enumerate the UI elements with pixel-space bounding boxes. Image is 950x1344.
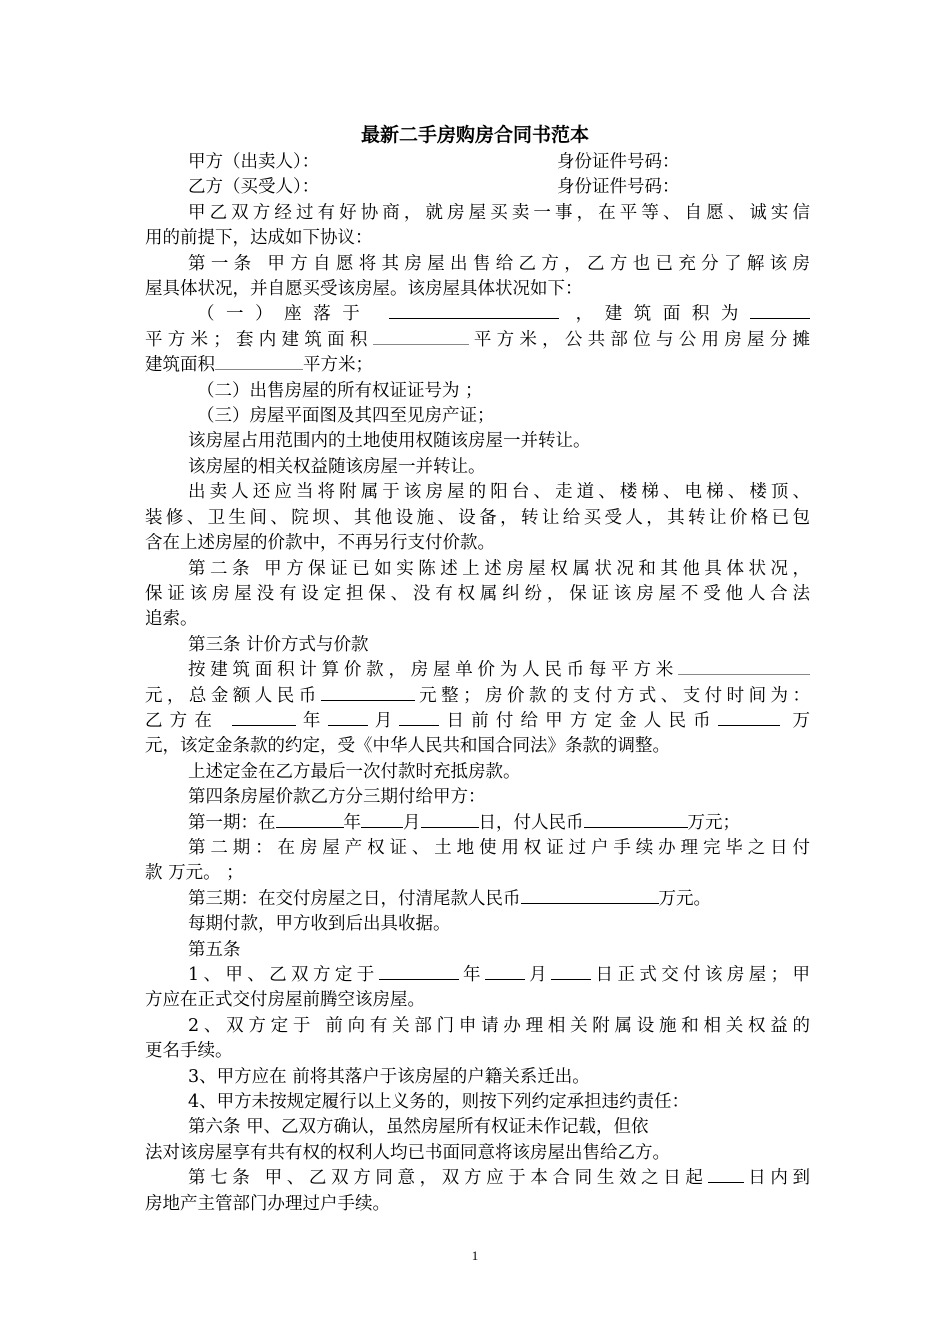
article-1-item-1-line: 建筑面积 平方米；	[145, 355, 373, 376]
attachment-line: 装修、卫生间、院坝、其他设施、设备，转让给买受人，其转让价格已包	[145, 507, 810, 528]
article-1-item-1-line: （一）座落于 ，建筑面积为	[145, 302, 810, 327]
phase-3-line: 第三期：在交付房屋之日，付清尾款人民币 万元。	[188, 888, 711, 909]
price-line: 元，总金额人民币 元整；房价款的支付方式、支付时间为：	[145, 685, 811, 706]
page-number: 1	[471, 1248, 479, 1263]
party-a-label: 甲方（出卖人）：	[188, 152, 320, 172]
article-5-item-2-line: 2、双方定于 前向有关部门申请办理相关附属设施和相关权益的	[188, 1015, 810, 1036]
total-price-blank	[321, 684, 415, 701]
phase-2-line: 款 万元。 ；	[145, 863, 244, 884]
deposit-month-blank	[328, 709, 368, 726]
article-5-item-2-line: 更名手续。	[145, 1041, 233, 1062]
unit-price-blank	[678, 658, 810, 675]
inner-area-blank	[373, 328, 469, 345]
article-7-line: 第七条 甲、乙双方同意，双方应于本合同生效之日起 日内到	[188, 1168, 810, 1189]
article-7-line: 房地产主管部门办理过户手续。	[145, 1193, 390, 1214]
article-1-item-2: （二）出售房屋的所有权证证号为 ；	[197, 380, 483, 401]
location-blank	[389, 302, 559, 319]
deposit-day-blank	[399, 709, 439, 726]
article-5-item-3: 3、甲方应在 前将其落户于该房屋的户籍关系迁出。	[188, 1066, 590, 1087]
land-clause: 该房屋占用范围内的土地使用权随该房屋一并转让。	[188, 431, 591, 452]
article-4-heading: 第四条房屋价款乙方分三期付给甲方：	[188, 787, 486, 808]
handover-year-blank	[379, 963, 459, 980]
intro-line: 用的前提下，达成如下协议：	[145, 228, 373, 249]
article-1-line: 屋具体状况，并自愿买受该房屋。该房屋具体状况如下：	[145, 279, 583, 300]
attachment-line: 含在上述房屋的价款中，不再另行支付价款。	[145, 533, 495, 554]
party-b-id-label: 身份证件号码：	[557, 177, 680, 198]
article-5-item-4: 4、甲方未按规定履行以上义务的，则按下列约定承担违约责任：	[188, 1092, 690, 1113]
price-line: 乙方在 年 月 日前付给甲方定金人民币 万	[145, 710, 811, 731]
deposit-clause: 上述定金在乙方最后一次付款时充抵房款。	[188, 761, 521, 782]
phase-1-year-blank	[276, 811, 344, 828]
intro-line: 甲乙双方经过有好协商，就房屋买卖一事，在平等、自愿、诚实信	[188, 202, 810, 223]
contract-title: 最新二手房购房合同书范本	[360, 124, 589, 146]
phase-1-month-blank	[361, 811, 403, 828]
article-3-heading: 第三条 计价方式与价款	[188, 634, 369, 655]
article-6-line: 法对该房屋享有共有权的权利人均已书面同意将该房屋出售给乙方。	[145, 1142, 670, 1163]
phase-1-amount-blank	[584, 811, 688, 828]
price-line: 按建筑面积计算价款，房屋单价为人民币每平方米	[145, 658, 810, 683]
article-1-item-1-line: 平方米；套内建筑面积 平方米，公共部位与公用房屋分摊	[145, 329, 811, 350]
contract-body	[145, 150, 810, 1217]
article-1-item-3: （三）房屋平面图及其四至见房产证；	[197, 406, 495, 427]
article-1-line: 第一条 甲方自愿将其房屋出售给乙方，乙方也已充分了解该房	[188, 253, 810, 274]
deposit-amount-blank	[718, 709, 780, 726]
article-2-line: 保证该房屋没有设定担保、没有权属纠纷，保证该房屋不受他人合法	[145, 583, 810, 604]
receipt-clause: 每期付款，甲方收到后出具收据。	[188, 914, 451, 935]
article-6-line: 第六条 甲、乙双方确认，虽然房屋所有权证未作记载，但依	[188, 1117, 649, 1138]
party-a-line	[145, 150, 810, 175]
deposit-year-blank	[232, 709, 296, 726]
phase-2-line: 第二期：在房屋产权证、土地使用权证过户手续办理完毕之日付	[188, 837, 810, 858]
area-blank	[750, 302, 810, 319]
article-2-line: 第二条 甲方保证已如实陈述上述房屋权属状况和其他具体状况，	[188, 558, 810, 579]
handover-month-blank	[485, 963, 525, 980]
party-b-line	[145, 175, 810, 200]
phase-3-amount-blank	[521, 887, 659, 904]
article-2-line: 追索。	[145, 609, 198, 630]
party-b-label: 乙方（买受人）：	[188, 177, 320, 198]
rights-clause: 该房屋的相关权益随该房屋一并转让。	[188, 456, 486, 477]
attachment-line: 出卖人还应当将附属于该房屋的阳台、走道、楼梯、电梯、楼顶、	[188, 482, 810, 503]
phase-1-day-blank	[421, 811, 479, 828]
transfer-days-blank	[708, 1166, 744, 1183]
article-5-heading: 第五条	[188, 939, 241, 960]
handover-day-blank	[551, 963, 591, 980]
article-5-item-1-line: 方应在正式交付房屋前腾空该房屋。	[145, 990, 425, 1011]
price-line: 元，该定金条款的约定，受《中华人民共和国合同法》条款的调整。	[145, 736, 670, 757]
party-a-id-label: 身份证件号码：	[557, 152, 680, 172]
phase-1-line: 第一期：在 年 月 日，付人民币 万元；	[188, 812, 740, 833]
shared-area-blank	[215, 353, 303, 370]
article-5-item-1-line: 1、甲、乙双方定于 年 月 日正式交付该房屋；甲	[188, 965, 811, 985]
